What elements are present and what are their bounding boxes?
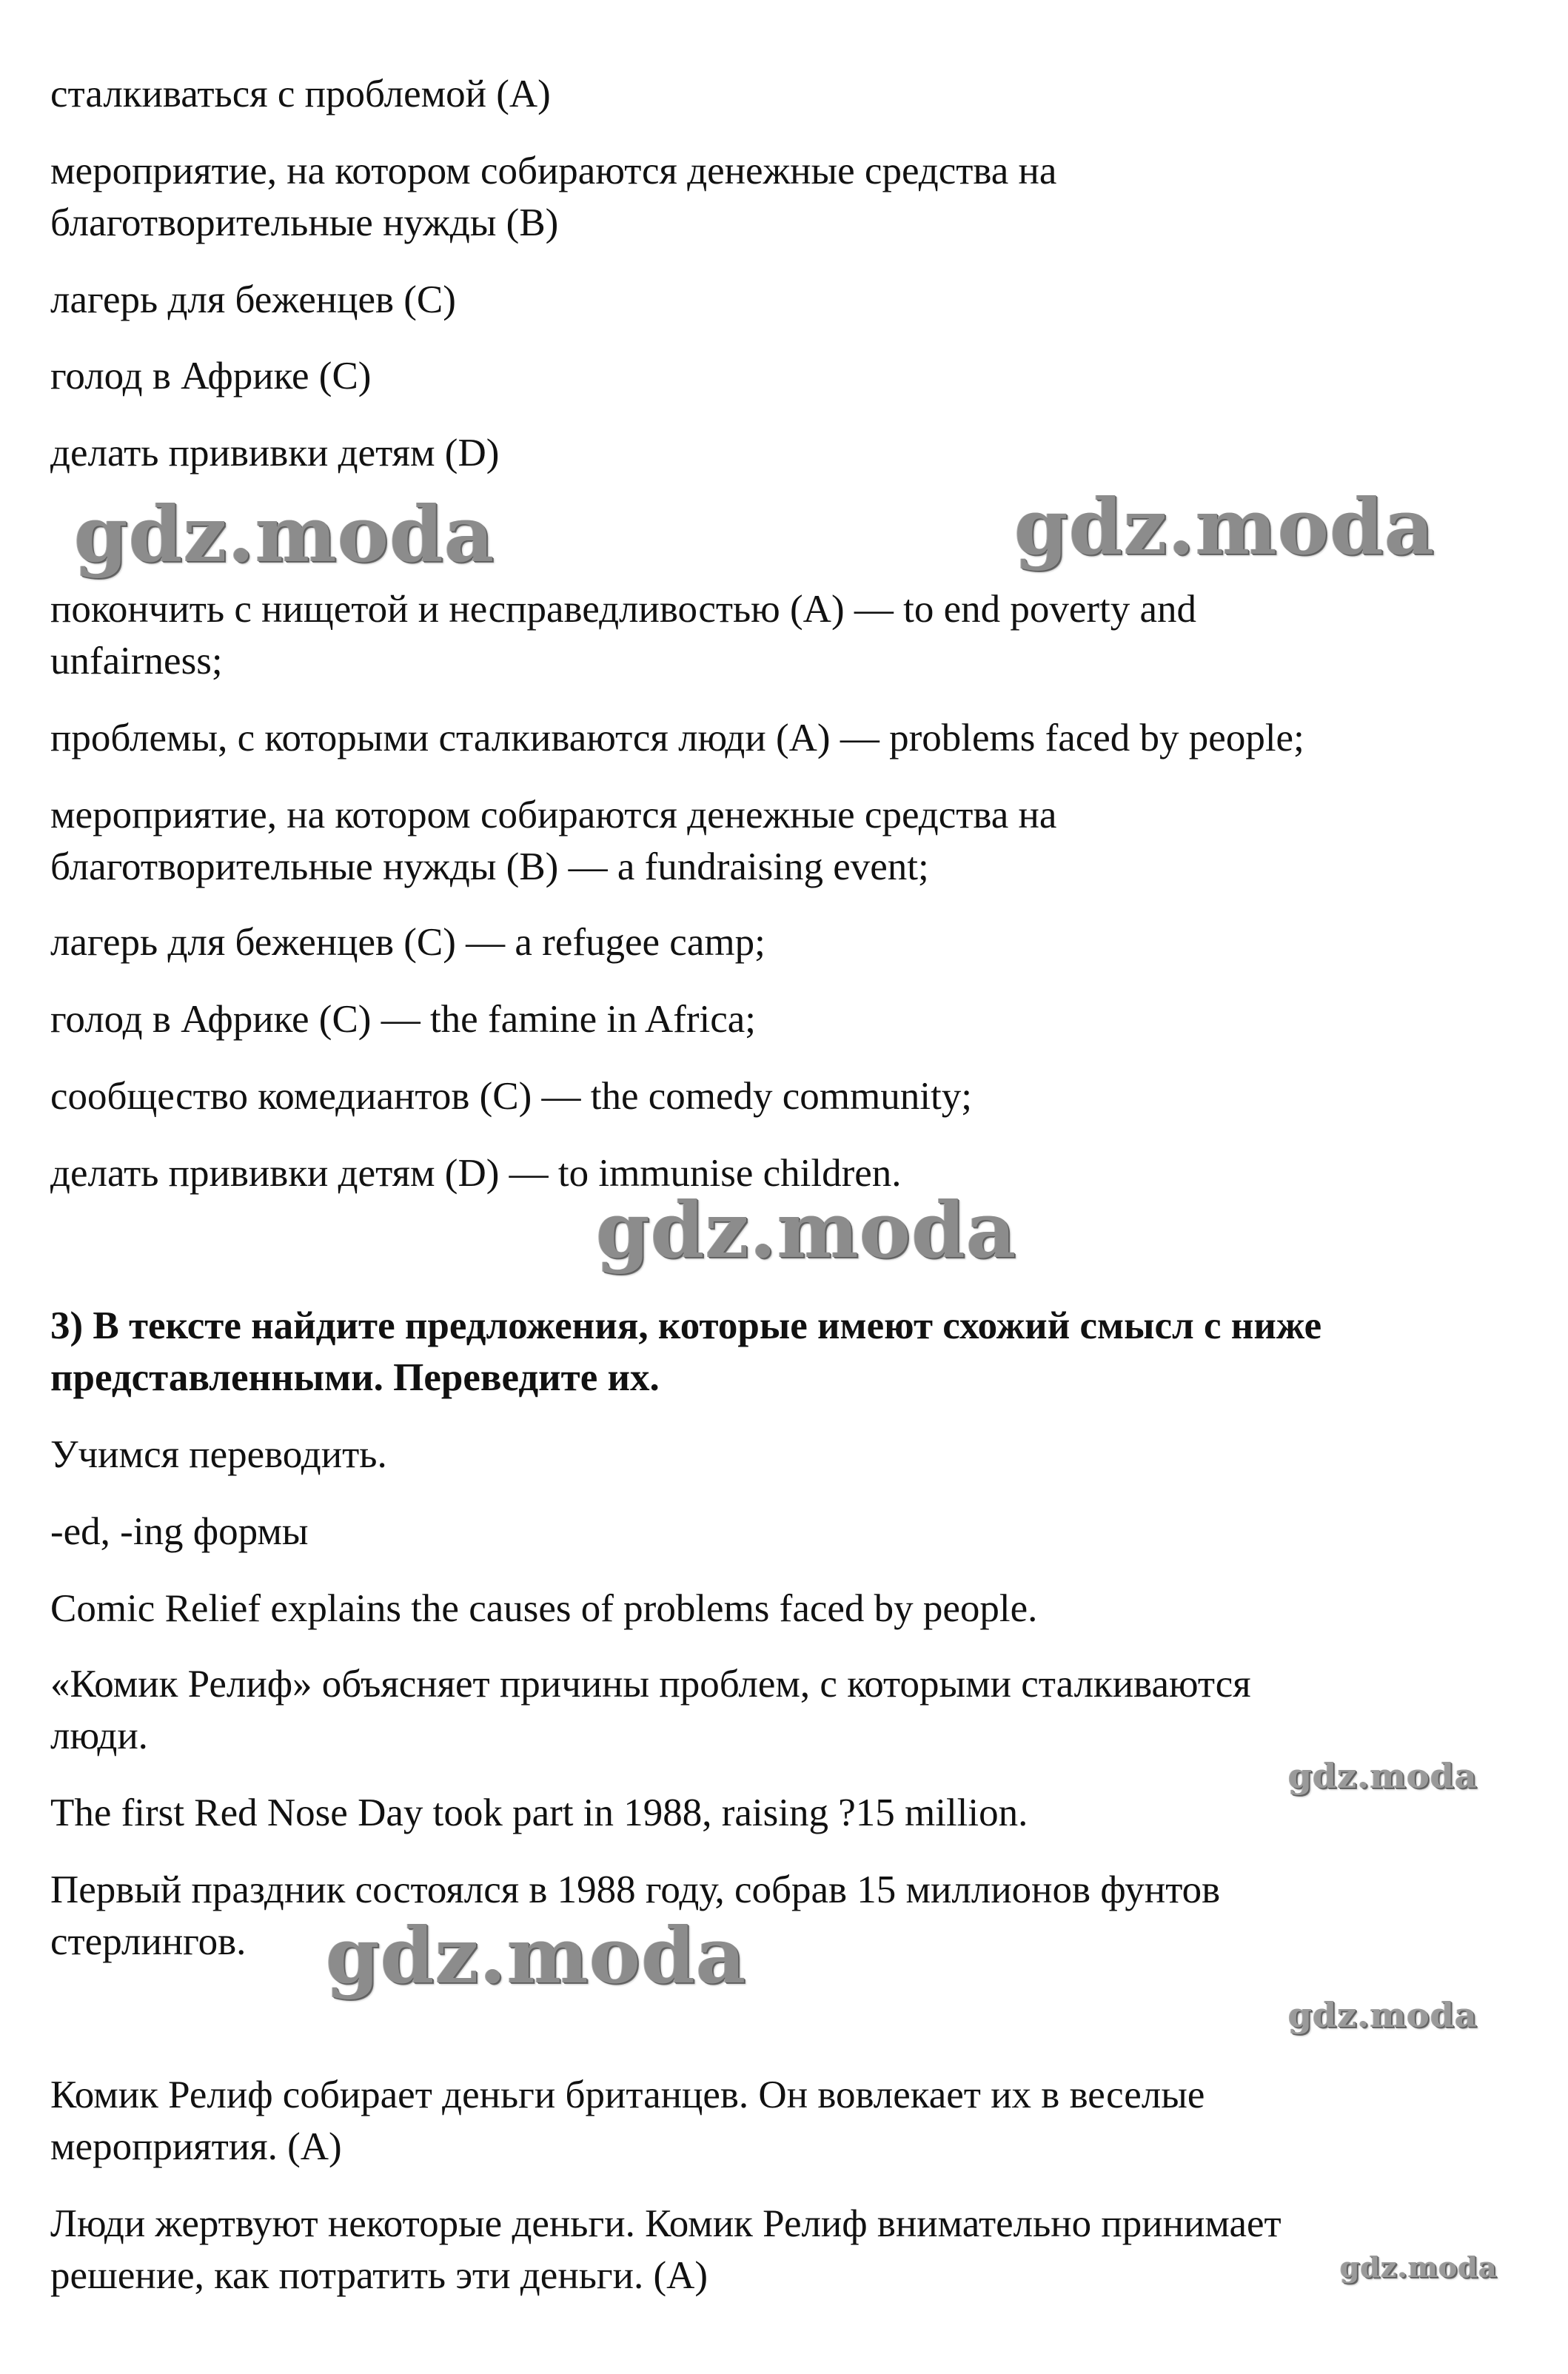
text-line: мероприятие, на котором собираются денежные средства на (50, 150, 1057, 192)
text-line: голод в Африке (C) — the famine in Africa; (50, 998, 756, 1041)
text-line: unfairness; (50, 640, 223, 683)
text-line: решение, как потратить эти деньги. (А) (50, 2254, 708, 2297)
text-line: сообщество комедиантов (C) — the comedy community; (50, 1075, 972, 1118)
text-line: The first Red Nose Day took part in 1988, raising ?15 million. (50, 1791, 1028, 1834)
text-line: мероприятия. (А) (50, 2125, 342, 2168)
text-line: покончить с нищетой и несправедливостью (A) — to end poverty and (50, 588, 1197, 631)
text-line: проблемы, с которыми сталкиваются люди (A) — problems faced by people; (50, 717, 1304, 760)
text-line: сталкиваться с проблемой (A) (50, 73, 551, 115)
text-line: Люди жертвуют некоторые деньги. Комик Релиф внимательно принимает (50, 2202, 1281, 2245)
text-line: благотворительные нужды (B) (50, 201, 559, 244)
text-line: «Комик Релиф» объясняет причины проблем, с которыми сталкиваются (50, 1663, 1251, 1706)
watermark: gdz.moda (1288, 1995, 1478, 2035)
text-line: лагерь для беженцев (C) — a refugee camp; (50, 921, 765, 964)
text-line: Первый праздник состоялся в 1988 году, собрав 15 миллионов фунтов (50, 1868, 1221, 1911)
watermark: gdz.moda (326, 1910, 747, 2001)
text-line: стерлингов. (50, 1920, 247, 1963)
text-line: Учимся переводить. (50, 1433, 387, 1476)
text-line: -ed, -ing формы (50, 1510, 309, 1553)
text-line: Комик Релиф собирает деньги британцев. Он вовлекает их в веселые (50, 2073, 1205, 2116)
section-heading: 3) В тексте найдите предложения, которые имеют схожий смысл с ниже (50, 1304, 1322, 1347)
text-line: Comic Relief explains the causes of problems faced by people. (50, 1587, 1038, 1630)
watermark: gdz.moda (1340, 2250, 1498, 2284)
watermark: gdz.moda (1014, 481, 1435, 572)
watermark: gdz.moda (74, 489, 495, 580)
text-line: люди. (50, 1714, 148, 1757)
text-line: лагерь для беженцев (C) (50, 278, 456, 321)
text-line: благотворительные нужды (B) — a fundraising event; (50, 845, 929, 888)
watermark: gdz.moda (1288, 1756, 1478, 1796)
text-line: голод в Африке (C) (50, 355, 372, 398)
text-line: мероприятие, на котором собираются денежные средства на (50, 794, 1057, 836)
watermark: gdz.moda (596, 1184, 1017, 1275)
text-line: делать прививки детям (D) (50, 432, 500, 475)
text-line: делать прививки детям (D) — to immunise children. (50, 1152, 902, 1195)
section-heading: представленными. Переведите их. (50, 1356, 660, 1399)
